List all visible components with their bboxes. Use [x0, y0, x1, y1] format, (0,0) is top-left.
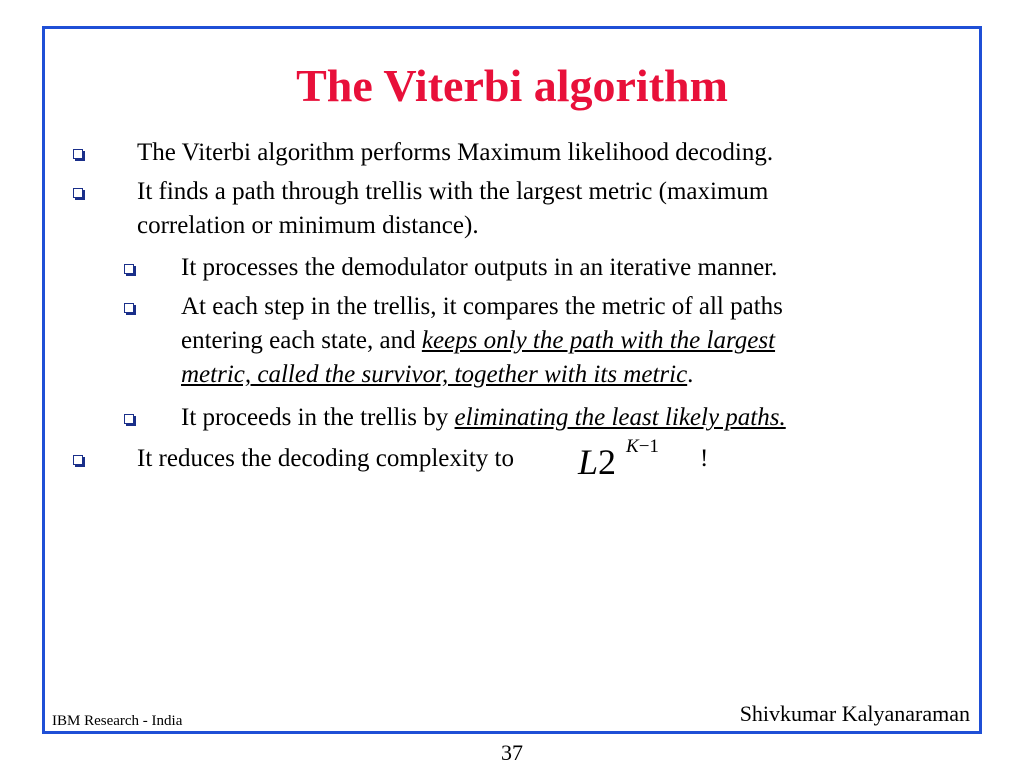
slide-title: The Viterbi algorithm	[296, 60, 728, 111]
bullet-2	[137, 175, 768, 243]
formula-base-number: 2	[598, 442, 617, 482]
formula-exponent-rest: −1	[638, 436, 659, 457]
formula-base	[578, 442, 616, 482]
footer-organization: IBM Research - India	[52, 713, 183, 729]
bullet-3	[137, 442, 514, 476]
bullet-2-line-1: It finds a path through trellis with the largest metric (maximum	[137, 178, 769, 205]
formula-base-variable: L	[578, 442, 599, 482]
square-bullet-icon	[73, 455, 83, 465]
sub-bullet-2-emphasis-2: metric, called the survivor, together with its metric	[181, 361, 688, 388]
sub-bullet-2-line-2-prefix: entering each state, and	[181, 327, 422, 354]
sub-bullet-2-line-3-suffix: .	[687, 361, 694, 388]
bullet-3-suffix: !	[700, 445, 709, 472]
bullet-1	[137, 136, 773, 170]
bullet-3-text: It reduces the decoding complexity to	[137, 445, 514, 472]
formula-exponent	[626, 436, 659, 458]
footer-author: Shivkumar Kalyanaraman	[739, 701, 970, 726]
square-bullet-icon	[124, 414, 134, 424]
bullet-2-line-2: correlation or minimum distance).	[137, 212, 479, 239]
sub-bullet-3-prefix: It proceeds in the trellis by	[181, 404, 455, 431]
square-bullet-icon	[73, 149, 83, 159]
square-bullet-icon	[124, 303, 134, 313]
sub-bullet-2-line-2	[181, 324, 783, 358]
bullet-1-text: The Viterbi algorithm performs Maximum likelihood decoding.	[137, 139, 774, 166]
square-bullet-icon	[124, 264, 134, 274]
page-number: 37	[501, 740, 523, 765]
square-bullet-icon	[73, 188, 83, 198]
sub-bullet-2-line-3	[181, 358, 783, 392]
sub-bullet-2-emphasis-1: keeps only the path with the largest	[421, 327, 776, 354]
sub-bullet-3	[181, 401, 786, 435]
complexity-formula	[578, 436, 688, 484]
sub-bullet-1-text: It processes the demodulator outputs in an iterative manner.	[181, 254, 778, 281]
sub-bullet-1	[181, 251, 777, 285]
sub-bullet-2-line-1: At each step in the trellis, it compares the metric of all paths	[181, 293, 783, 320]
formula-exponent-variable: K	[626, 436, 639, 457]
sub-bullet-3-emphasis: eliminating the least likely paths.	[454, 404, 786, 431]
sub-bullet-2	[181, 290, 783, 392]
